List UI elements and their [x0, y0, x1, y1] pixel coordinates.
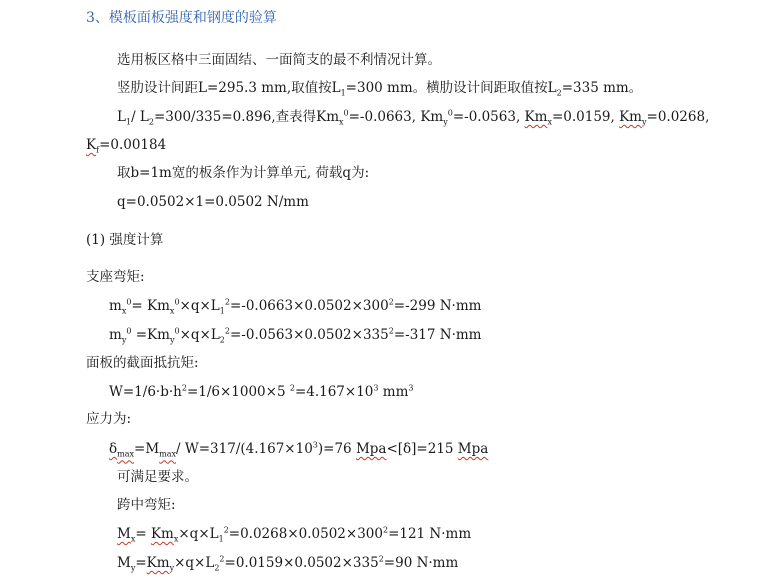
- label-support-moment: 支座弯矩:: [86, 269, 145, 285]
- subheading-strength: (1) 强度计算: [86, 232, 164, 248]
- paragraph-ratio-coefficients: $L_1/$ $L_2=300/335=0.896$,查表得$Km_x^0=-0.0663$, $Km_y^0=-0.0563$, $Km_x=0.0159$, $Km_y=0.0268$,: [117, 108, 710, 127]
- section-heading: 3、模板面板强度和钢度的验算: [86, 10, 277, 26]
- paragraph-unit-strip: 取b=1m宽的板条作为计算单元, 荷载q为:: [117, 165, 370, 181]
- formula-my: $M_y=Km_y\times q\times L_2^2=0.0159\times 0.0502\times 335^2=90$ N·mm: [117, 554, 459, 573]
- paragraph-satisfied: 可满足要求。: [117, 469, 198, 485]
- formula-mx: $M_x= Km_x\times q\times L_1^2=0.0268\times 0.0502\times 300^2=121$ N·mm: [117, 525, 472, 544]
- label-midspan-moment: 跨中弯矩:: [117, 497, 176, 513]
- formula-my0: $m_y^0 =Km_y^0\times q\times L_2^2=-0.0563\times 0.0502\times 335^2=-317$ N·mm: [109, 326, 482, 345]
- formula-stress: $\delta_{max}=M_{max}/$ $W=317/(4.167\times 10^3)=76$ Mpa<[δ]=215 Mpa: [109, 440, 489, 459]
- paragraph-worst-case: 选用板区格中三面固结、一面简支的最不利情况计算。: [117, 52, 441, 68]
- paragraph-kf: $K_f=0.00184$: [86, 137, 167, 155]
- formula-section-modulus: $W=1/6\cdot b\cdot h^2=1/6\times 1000\times 5$ $^2=4.167\times 10^3$ $mm^3$: [109, 383, 414, 400]
- label-stress: 应力为:: [86, 411, 132, 427]
- formula-mx0: $m_x^0= Km_x^0\times q\times L_1^2=-0.0663\times 0.0502\times 300^2=-299$ N·mm: [109, 297, 482, 316]
- label-section-modulus: 面板的截面抵抗矩:: [86, 355, 199, 371]
- formula-load-q: q=0.0502×1=0.0502 N/mm: [117, 194, 309, 210]
- paragraph-rib-spacing: 竖肋设计间距L=295.3 mm,取值按$L_1=300$ mm。横肋设计间距取值按$L_2=335$ mm。: [117, 80, 643, 98]
